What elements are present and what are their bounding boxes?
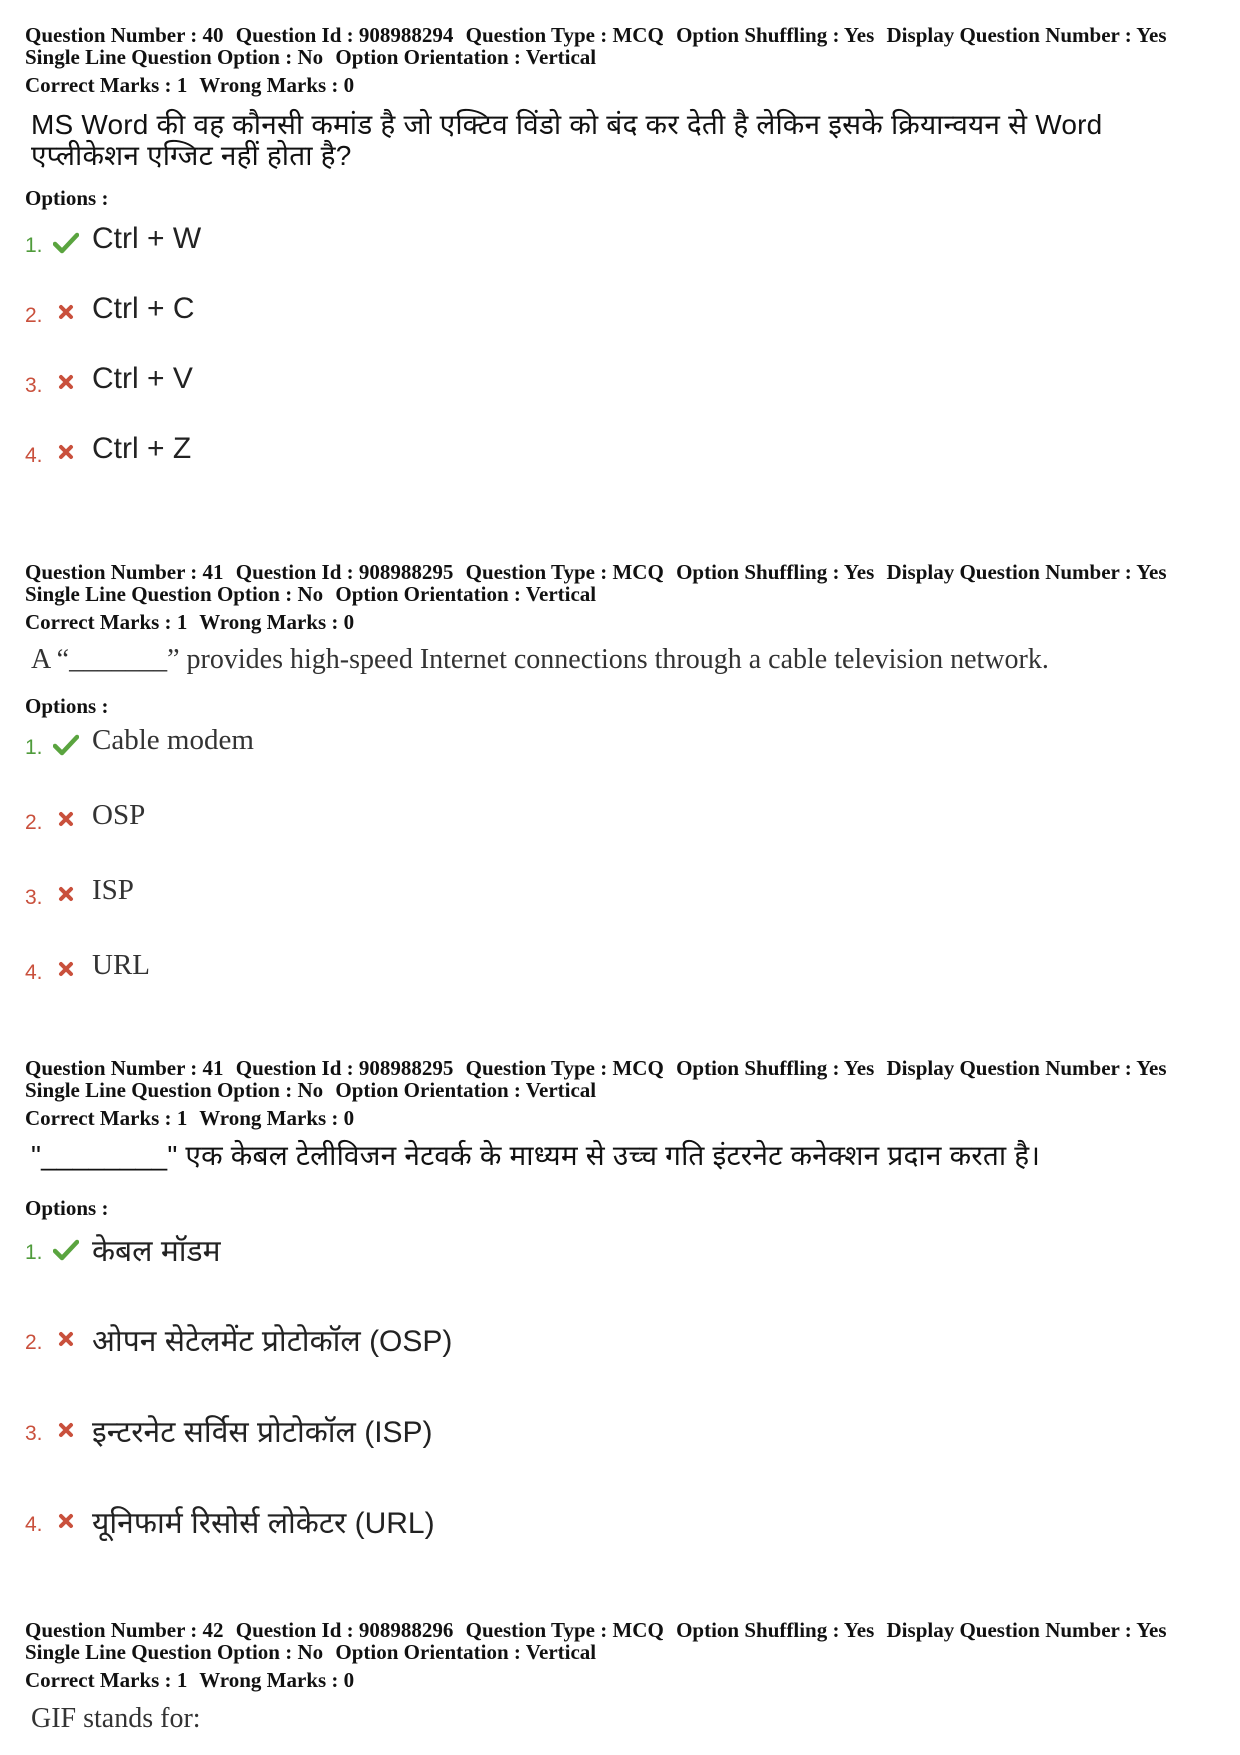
option-text: Ctrl + W [92, 222, 202, 255]
option-orientation: Vertical [525, 1640, 597, 1664]
question-block [25, 23, 1220, 467]
option-4[interactable] [25, 1501, 725, 1541]
display-question-number: Yes [1136, 1618, 1167, 1642]
option-number: 4. [25, 961, 43, 984]
question-meta-line2: Single Line Question Option : No Option Orientation : Vertical [25, 582, 597, 606]
single-line-option: No [297, 582, 324, 606]
question-id: 908988294 [358, 23, 454, 47]
question-text: GIF stands for: [31, 1703, 201, 1734]
option-text: केबल मॉडम [92, 1235, 221, 1268]
question-meta-line1: Question Number : 40 Question Id : 908988294 Question Type : MCQ Option Shuffling : Yes Display Question Number : Yes [25, 23, 1167, 47]
option-shuffling: Yes [843, 1618, 875, 1642]
question-block [25, 560, 1220, 984]
option-text: ओपन सेटेलमेंट प्रोटोकॉल (OSP) [92, 1325, 453, 1358]
question-meta-line2: Single Line Question Option : No Option Orientation : Vertical [25, 1640, 597, 1664]
question-number: 41 [202, 1056, 224, 1080]
marks-line: Correct Marks : 1 Wrong Marks : 0 [25, 1668, 355, 1692]
wrong-marks: 0 [343, 73, 355, 97]
option-3[interactable] [25, 362, 725, 402]
marks-line: Correct Marks : 1 Wrong Marks : 0 [25, 73, 355, 97]
option-shuffling: Yes [843, 560, 875, 584]
single-line-option: No [297, 45, 324, 69]
correct-marks: 1 [176, 1106, 188, 1130]
cross-icon [53, 884, 79, 906]
option-number: 3. [25, 886, 43, 909]
question-id: 908988296 [358, 1618, 454, 1642]
wrong-marks: 0 [343, 1106, 355, 1130]
option-text: यूनिफार्म रिसोर्स लोकेटर (URL) [92, 1507, 435, 1540]
option-orientation: Vertical [525, 582, 597, 606]
cross-icon [53, 1511, 79, 1533]
option-text: इन्टरनेट सर्विस प्रोटोकॉल (ISP) [92, 1416, 433, 1449]
question-type: MCQ [612, 1056, 664, 1080]
option-text: OSP [92, 799, 146, 831]
question-block [25, 1618, 1220, 1734]
option-number: 1. [25, 234, 43, 257]
option-number: 3. [25, 1422, 43, 1445]
option-number: 2. [25, 1331, 43, 1354]
correct-marks: 1 [176, 610, 188, 634]
option-shuffling: Yes [843, 23, 875, 47]
question-meta-line2: Single Line Question Option : No Option Orientation : Vertical [25, 45, 597, 69]
option-text: ISP [92, 874, 134, 906]
option-orientation: Vertical [525, 45, 597, 69]
question-number: 41 [202, 560, 224, 584]
check-icon [53, 1239, 79, 1261]
display-question-number: Yes [1136, 1056, 1167, 1080]
option-text: Ctrl + Z [92, 432, 192, 465]
option-2[interactable] [25, 1319, 725, 1359]
question-text: "________" एक केबल टेलीविजन नेटवर्क के माध्यम से उच्च गति इंटरनेट कनेक्शन प्रदान करता है। [31, 1140, 1041, 1171]
check-icon [53, 734, 79, 756]
question-id: 908988295 [358, 560, 454, 584]
option-number: 3. [25, 374, 43, 397]
marks-line: Correct Marks : 1 Wrong Marks : 0 [25, 1106, 355, 1130]
wrong-marks: 0 [343, 610, 355, 634]
option-3[interactable] [25, 874, 725, 914]
option-number: 1. [25, 1241, 43, 1264]
marks-line: Correct Marks : 1 Wrong Marks : 0 [25, 610, 355, 634]
option-number: 1. [25, 736, 43, 759]
options-label: Options : [25, 694, 109, 718]
option-1[interactable] [25, 724, 725, 764]
cross-icon [53, 442, 79, 464]
question-block [25, 1056, 1220, 1540]
options-label: Options : [25, 1196, 109, 1220]
option-4[interactable] [25, 432, 725, 472]
option-orientation: Vertical [525, 1078, 597, 1102]
cross-icon [53, 1420, 79, 1442]
option-text: Cable modem [92, 724, 254, 756]
option-2[interactable] [25, 799, 725, 839]
question-meta-line1: Question Number : 42 Question Id : 908988296 Question Type : MCQ Option Shuffling : Yes Display Question Number : Yes [25, 1618, 1167, 1642]
option-number: 2. [25, 811, 43, 834]
option-4[interactable] [25, 949, 725, 989]
option-3[interactable] [25, 1410, 725, 1450]
question-id: 908988295 [358, 1056, 454, 1080]
question-text: MS Word की वह कौनसी कमांड है जो एक्टिव विंडो को बंद कर देती है लेकिन इसके क्रियान्वयन से Word एप्लीकेशन एग्जिट नहीं होता है? [31, 109, 1103, 171]
display-question-number: Yes [1136, 560, 1167, 584]
single-line-option: No [297, 1078, 324, 1102]
question-type: MCQ [612, 1618, 664, 1642]
option-shuffling: Yes [843, 1056, 875, 1080]
option-number: 4. [25, 444, 43, 467]
question-number: 40 [202, 23, 224, 47]
cross-icon [53, 372, 79, 394]
wrong-marks: 0 [343, 1668, 355, 1692]
cross-icon [53, 302, 79, 324]
question-meta-line2: Single Line Question Option : No Option Orientation : Vertical [25, 1078, 597, 1102]
display-question-number: Yes [1136, 23, 1167, 47]
correct-marks: 1 [176, 73, 188, 97]
single-line-option: No [297, 1640, 324, 1664]
options-label: Options : [25, 186, 109, 210]
correct-marks: 1 [176, 1668, 188, 1692]
question-type: MCQ [612, 560, 664, 584]
option-1[interactable] [25, 222, 725, 262]
option-2[interactable] [25, 292, 725, 332]
option-text: Ctrl + C [92, 292, 195, 325]
question-meta-line1: Question Number : 41 Question Id : 908988295 Question Type : MCQ Option Shuffling : Yes Display Question Number : Yes [25, 1056, 1167, 1080]
option-text: Ctrl + V [92, 362, 193, 395]
option-1[interactable] [25, 1229, 725, 1269]
question-text: A “_______” provides high-speed Internet connections through a cable television network. [31, 644, 1049, 675]
cross-icon [53, 959, 79, 981]
option-number: 4. [25, 1513, 43, 1536]
check-icon [53, 232, 79, 254]
option-text: URL [92, 949, 150, 981]
cross-icon [53, 1329, 79, 1351]
question-number: 42 [202, 1618, 224, 1642]
question-meta-line1: Question Number : 41 Question Id : 908988295 Question Type : MCQ Option Shuffling : Yes Display Question Number : Yes [25, 560, 1167, 584]
cross-icon [53, 809, 79, 831]
question-type: MCQ [612, 23, 664, 47]
option-number: 2. [25, 304, 43, 327]
